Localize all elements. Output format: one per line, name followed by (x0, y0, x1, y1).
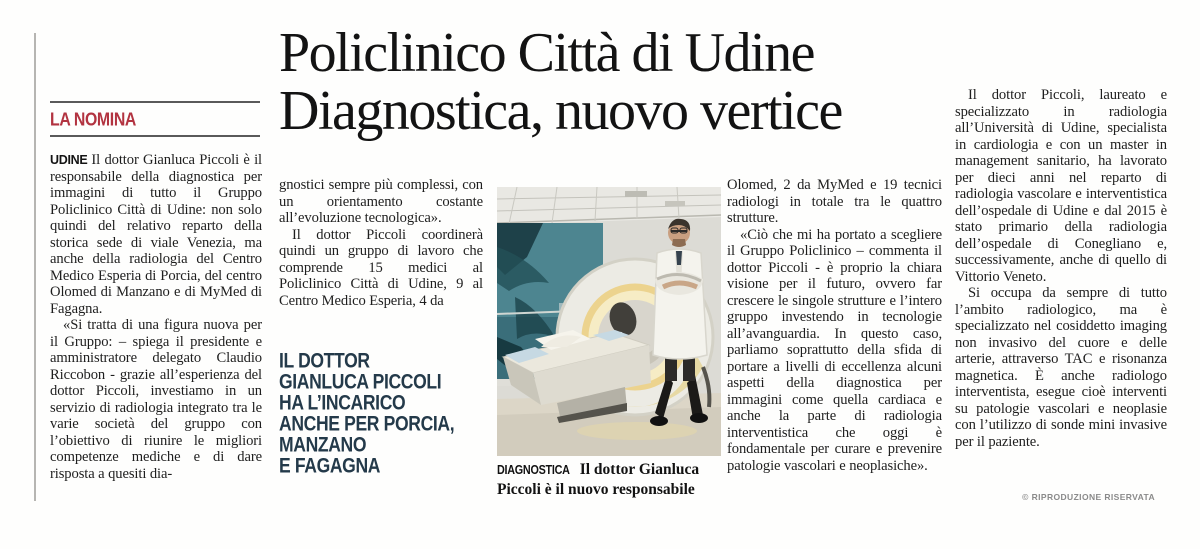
subhead-line: HA L’INCARICO (279, 391, 406, 415)
paragraph: gnostici sempre più complessi, con un orientamento costante all’evoluzione tecnologica». (279, 177, 483, 226)
subhead-line: GIANLUCA PICCOLI (279, 370, 442, 394)
paragraph: Si occupa da sempre di tutto l’ambito radiologico, ma è specializzato nel cosiddetto imaging non invasivo del cuore e delle arterie, attraverso TAC e risonanza magnetica. È anche radiologo interventista, esegue cioè interventi su patologie vascolari e neoplasie con l’utilizzo di sonde mini invasive per il paziente. (955, 285, 1167, 450)
paragraph: Olomed, 2 da MyMed e 19 tecnici radiologi in totale tra le quattro strutture. (727, 177, 942, 226)
kicker-box (50, 101, 260, 137)
article-column-2 (279, 177, 483, 309)
kicker-label: LA NOMINA (50, 108, 137, 130)
paragraph (50, 152, 262, 317)
subhead-line: IL DOTTOR (279, 349, 370, 373)
subhead-line: MANZANO (279, 433, 367, 457)
paragraph-text: Il dottor Gianluca Piccoli è il responsabile della diagnostica per immagini di tutto il Gruppo Policlinico Città di Udine: non solo quindi del relativo reparto della storica sede di viale Venezia, ma anche della radiologia del Centro Medico Esperia di Porcia, del centro Olomed di Manzano e di MyMed di Fagagna. (50, 152, 262, 317)
caption-text: Il dottor Gianluca Piccoli è il nuovo responsabile (497, 461, 700, 498)
paragraph: «Si tratta di una figura nuova per il Gruppo: – spiega il presidente e amministratore delegato Claudio Riccobon - grazie all’esperienza del dottor Piccoli, investiamo in un servizio di radiologia integrato tra le varie società del gruppo con l’obiettivo di riunire le migliori competenze mediche e di dare risposta a quesiti dia- (50, 317, 262, 482)
article-photo-mri-room (497, 187, 721, 456)
dateline: UDINE (50, 153, 88, 167)
paragraph: Il dottor Piccoli coordinerà quindi un gruppo di lavoro che comprende 15 medici al Policlinico Città di Udine, 9 al Centro Medico Esperia, 4 da (279, 226, 483, 309)
copyright-notice: © RIPRODUZIONE RISERVATA (1022, 492, 1155, 502)
article-column-1 (50, 152, 262, 482)
paragraph: Il dottor Piccoli, laureato e specializzato in radiologia all’Università di Udine, specialista in cardiologia e con un master in management sanitario, ha lavorato per dieci anni nel reparto di radiologia vascolare e interventistica dell’ospedale di Udine e dal 2015 è stato primario della radiologia dell’ospedale di Conegliano e, successivamente, anche di quello di Vittorio Veneto. (955, 87, 1167, 285)
article-column-4 (955, 87, 1167, 450)
headline (279, 24, 951, 140)
subhead-line: ANCHE PER PORCIA, (279, 412, 455, 436)
column-divider-rule (34, 33, 36, 501)
mri-room-illustration (497, 187, 721, 456)
photo-caption (497, 460, 725, 499)
caption-lead: DIAGNOSTICA (497, 462, 570, 478)
subhead-line: E FAGAGNA (279, 454, 381, 478)
headline-line-2: Diagnostica, nuovo vertice (279, 80, 842, 142)
article-column-3 (727, 177, 942, 474)
paragraph: «Ciò che mi ha portato a scegliere il Gruppo Policlinico – commenta il dottor Piccoli - è proprio la chiara visione per il futuro, ovvero far crescere le singole strutture e l’intero gruppo investendo in tecnologie all’avanguardia. In questo caso, parliamo soprattutto della sfida di portare a livelli di eccellenza alcuni aspetti della diagnostica per immagini come quella cardiaca e anche la parte di radiologia interventistica che oggi è fondamentale per curare e prevenire patologie vascolari e neoplasiche». (727, 226, 942, 474)
headline-line-1: Policlinico Città di Udine (279, 22, 814, 84)
pull-quote-subhead (279, 351, 485, 477)
